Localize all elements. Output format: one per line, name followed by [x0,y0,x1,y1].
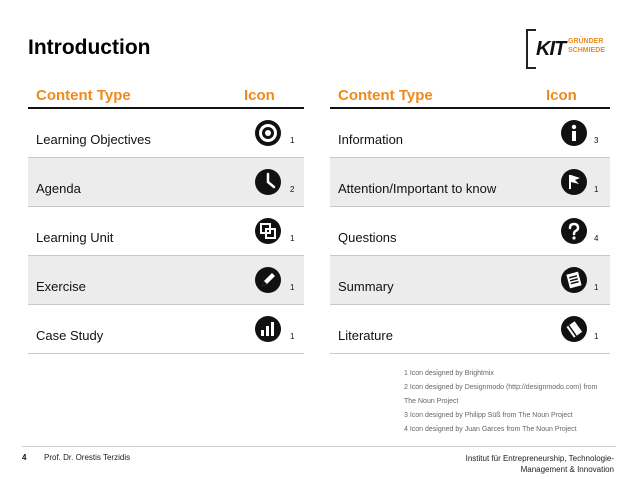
book-icon [560,315,588,343]
table-row [28,256,304,305]
table-row [28,305,304,354]
institute-line-2: Management & Innovation [520,465,614,474]
info-icon [560,119,588,147]
logo-gruender-text [568,37,605,55]
target-icon [254,119,282,147]
icon-reference: 1 [290,283,295,292]
icon-reference: 1 [290,234,295,243]
credit-line: 1 Icon designed by Brightmix [404,370,494,377]
icon-reference: 4 [594,234,599,243]
logo-kit-text: KIT [536,38,566,60]
list-icon [560,266,588,294]
credit-line: The Noun Project [404,398,459,405]
kit-gruenderschmiede-logo [526,29,608,69]
icon-reference: 3 [594,136,599,145]
row-label: Summary [338,279,394,294]
table-row [330,305,610,354]
logo-bracket [526,29,536,69]
page-number: 4 [22,453,27,462]
icon-reference: 1 [594,332,599,341]
row-label: Literature [338,328,393,343]
table-header [28,83,304,109]
credit-line: 4 Icon designed by Juan Garces from The Noun Project [404,426,577,433]
table-header [330,83,610,109]
table-row [28,109,304,158]
row-label: Learning Unit [36,230,114,245]
footer-author: Prof. Dr. Orestis Terzidis [44,453,131,462]
row-label: Exercise [36,279,86,294]
table-row [28,158,304,207]
table-row [330,207,610,256]
table-row [330,158,610,207]
footer-divider [22,446,616,447]
icon-credits [404,367,614,437]
question-icon [560,217,588,245]
table-row [330,256,610,305]
row-label: Learning Objectives [36,132,151,147]
icon-reference: 1 [594,283,599,292]
clock-icon [254,168,282,196]
row-label: Attention/Important to know [338,181,497,196]
row-label: Agenda [36,181,81,196]
icon-reference: 1 [290,332,295,341]
icon-reference: 1 [594,185,599,194]
table-row [330,109,610,158]
header-icon: Icon [546,87,577,104]
header-icon: Icon [244,87,275,104]
table-row [28,207,304,256]
credit-line: 3 Icon designed by Philipp Süß from The Noun Project [404,412,573,419]
row-label: Information [338,132,404,147]
header-content-type: Content Type [338,87,433,104]
icon-reference: 1 [290,136,295,145]
header-content-type: Content Type [36,87,131,104]
puzzle-icon [254,217,282,245]
row-label: Case Study [36,328,104,343]
flag-icon [560,168,588,196]
logo-line-2: SCHMIEDE [568,47,605,54]
logo-line-1: GRÜNDER [568,38,604,45]
content-type-table-right [330,83,610,354]
bar-chart-icon [254,315,282,343]
footer-institute [436,453,614,475]
row-label: Questions [338,230,397,245]
icon-reference: 2 [290,185,295,194]
slide-title: Introduction [28,36,151,59]
content-type-table-left [28,83,304,354]
credit-line: 2 Icon designed by Designmodo (http://designmodo.com) from [404,384,598,391]
institute-line-1: Institut für Entrepreneurship, Technologie- [465,454,614,463]
pencil-icon [254,266,282,294]
